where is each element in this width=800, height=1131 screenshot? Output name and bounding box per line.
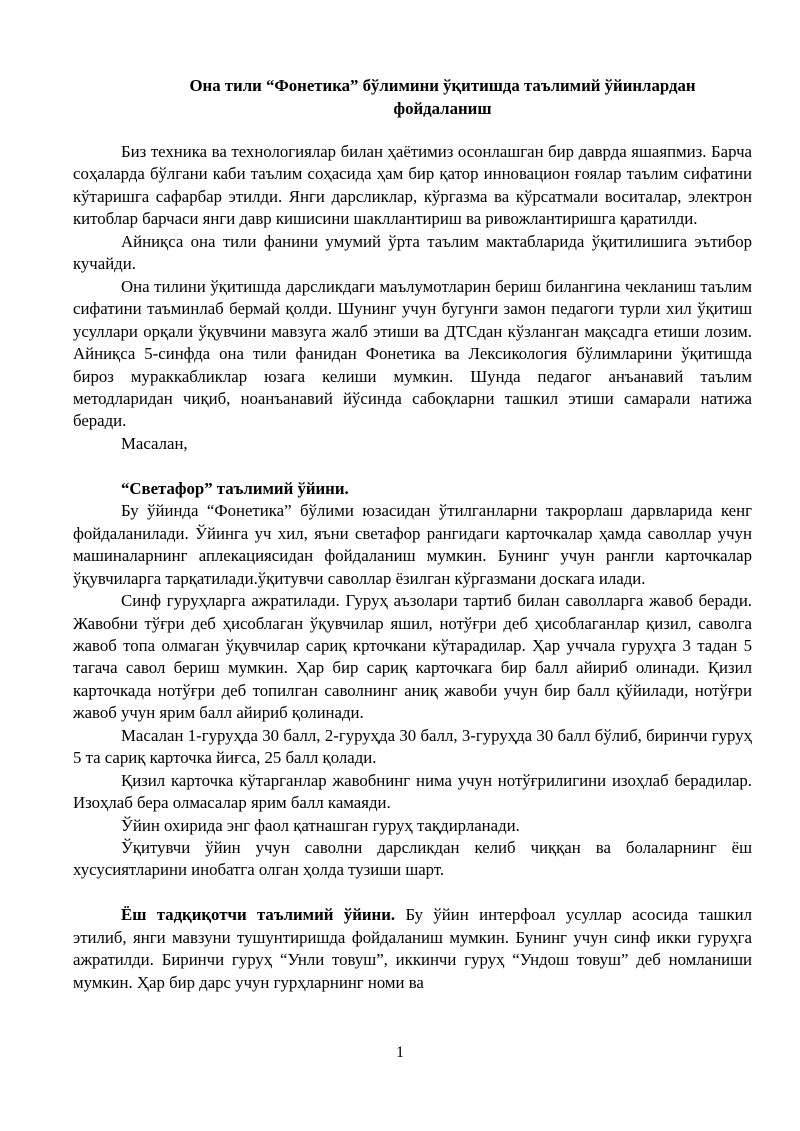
paragraph: Масалан, bbox=[121, 433, 188, 453]
paragraph: Масалан 1-гуруҳда 30 балл, 2-гуруҳда 30 балл, 3-гуруҳда 30 балл бўлиб, биринчи гуруҳ 5 та сариқ карточка йиғса, 25 балл қолади. bbox=[73, 725, 752, 768]
section-heading-svetafor: “Светафор” таълимий ўйини. bbox=[121, 478, 349, 498]
section-heading-yosh-tadqiqotchi: Ёш тадқиқотчи таълимий ўйини. bbox=[121, 905, 396, 925]
title-line-1: Она тили “Фонетика” бўлимини ўқитишда таълимий ўйинлардан bbox=[189, 76, 696, 95]
document-title bbox=[73, 75, 752, 120]
paragraph: Бу ўйинда “Фонетика” бўлими юзасидан ўтилганларни такрорлаш дарвларида кенг фойдаланилади. Ўйинга уч хил, яъни светафор рангидаги карточкалар ҳамда саволлар учун машиналарнинг аплекациясидан фойдаланиш мумкин. Бунинг учун рангли карточкалар ўқувчиларга тарқатилади.ўқитувчи саволлар ёзилган кўргазмани доскага илади. bbox=[73, 501, 752, 588]
paragraph: Синф гуруҳларга ажратилади. Гуруҳ аъзолари тартиб билан саволларга жавоб беради. Жавобни тўғри деб ҳисоблаган ўқувчилар яшил, нотўғри деб ҳисоблаганлар қизил, саволга жавоб топа олмаган ўқувчилар сариқ крточкани кўтарадилар. Ҳар уччала гуруҳга 3 тадан 5 тагача савол бериш мумкин. Ҳар бир сариқ карточкага бир балл айириб олинади. Қизил карточкада нотўғри деб топилган саволнинг аниқ жавоби учун бир балл қўйилади, нотўғри жавоб учун ярим балл айириб қолинади. bbox=[73, 591, 752, 723]
document-page bbox=[73, 75, 752, 994]
paragraph: Биз техника ва технологиялар билан ҳаётимиз осонлашган бир даврда яшаяпмиз. Барча соҳаларда бўлгани каби таълим соҳасида ҳам бир қатор инновацион ғоялар таълим сифатини кўтаришга сафарбар этилди. Янги дарсликлар, кўргазма ва кўрсатмали воситалар, электрон китоблар барчаси янги давр кишисини шакллантириш ва ривожлантиришга қаратилди. bbox=[73, 142, 752, 229]
paragraph: Қизил карточка кўтарганлар жавобнинг нима учун нотўғрилигини изоҳлаб берадилар. Изоҳлаб бера олмасалар ярим балл камаяди. bbox=[73, 770, 752, 813]
paragraph: Она тилини ўқитишда дарсликдаги маълумотларин бериш билангина чекланиш таълим сифатини таъминлаб бермай қолди. Шунинг учун бугунги замон педагоги турли хил ўқитиш усуллари орқали ўқувчини мавзуга жалб этиши ва ДТСдан кўзланган мақсадга етиши лозим. Айниқса 5-синфда она тили фанидан Фонетика ва Лексикология бўлимларини ўқитишда бироз мураккабликлар юзага келиши мумкин. Шунда педагог анъанавий таълим методларидан чиқиб, ноанъанавий йўсинда сабоқларни ташкил этиши самарали натижа беради. bbox=[73, 276, 752, 431]
paragraph: Айниқса она тили фанини умумий ўрта таълим мактабларида ўқитилишига эътибор кучайди. bbox=[73, 231, 752, 274]
paragraph: Ўқитувчи ўйин учун саволни дарсликдан келиб чиққан ва болаларнинг ёш хусусиятларини инобатга олган ҳолда тузиши шарт. bbox=[73, 838, 752, 880]
title-line-2: фойдаланиш bbox=[393, 98, 492, 118]
paragraph: Ўйин охирида энг фаол қатнашган гуруҳ тақдирланади. bbox=[121, 815, 520, 835]
section-yosh-tadqiqotchi bbox=[73, 904, 752, 994]
section-text: Бу ўйин интерфоал усуллар асосида ташкил этилиб, янги мавзуни тушунтиришда фойдаланиш мумкин. Бунинг учун синф икки гуруҳга ажратилди. Биринчи гуруҳ “Унли товуш”, иккинчи гуруҳ “Ундош товуш” деб номланиши мумкин. Ҳар бир дарс учун гурҳларнинг номи ва bbox=[73, 905, 752, 992]
paragraph-spacer bbox=[73, 455, 752, 477]
paragraph-spacer bbox=[73, 882, 752, 904]
page-number: 1 bbox=[396, 1044, 404, 1061]
